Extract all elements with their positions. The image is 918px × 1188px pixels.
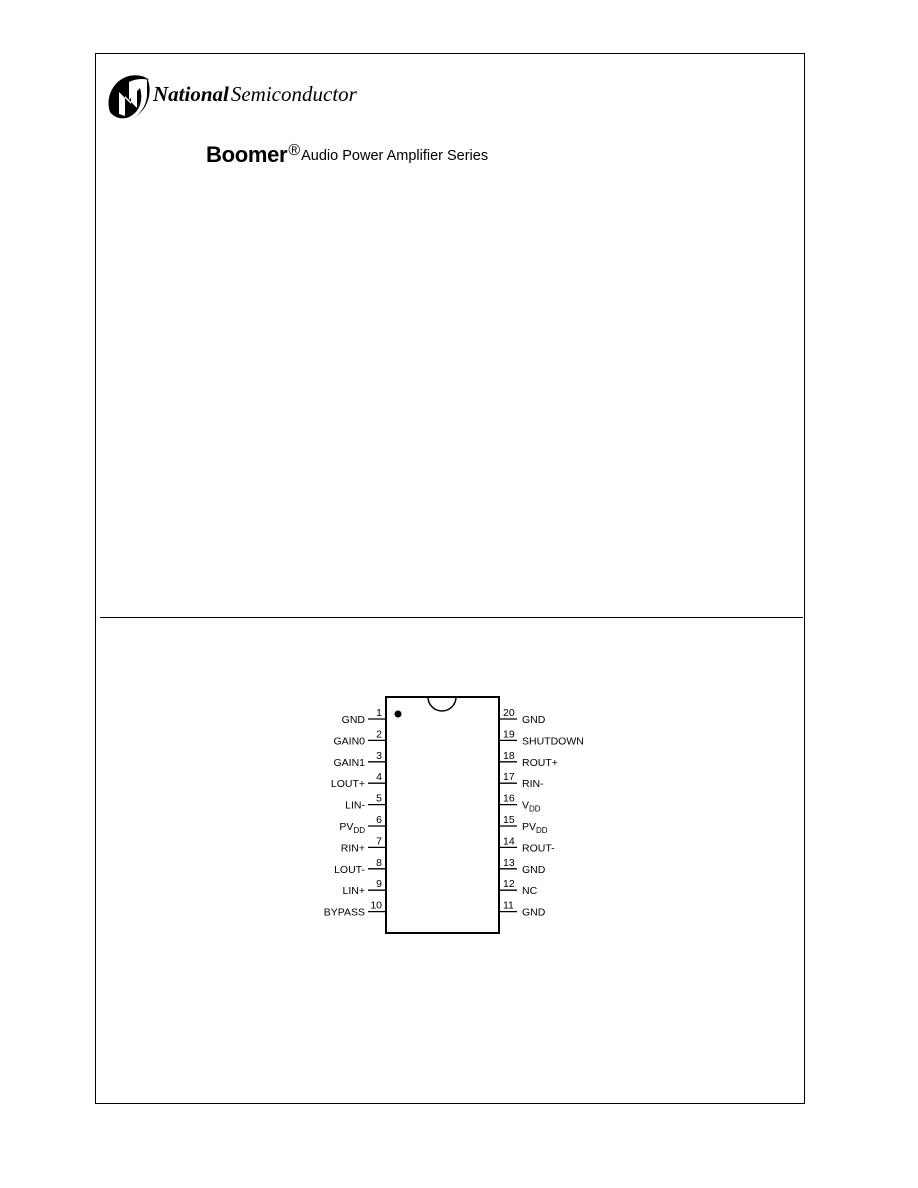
ic-body bbox=[386, 697, 499, 933]
pin-label: $V_{DD}$ bbox=[522, 799, 541, 814]
pin-label: LOUT- bbox=[334, 863, 365, 876]
pin-number: 15 bbox=[503, 814, 515, 826]
pin-number: 13 bbox=[503, 856, 515, 869]
pin-number: 19 bbox=[503, 728, 515, 741]
pin-number: 12 bbox=[503, 878, 515, 891]
pin-number: 2 bbox=[376, 728, 382, 741]
pin-label: BYPASS bbox=[323, 906, 365, 919]
series-description: Audio Power Amplifier Series bbox=[301, 148, 489, 164]
pin-number: 5 bbox=[376, 792, 382, 805]
ic-package-svg bbox=[320, 690, 600, 940]
pin-label: SHUTDOWN bbox=[522, 735, 584, 748]
brand-wordmark bbox=[153, 82, 357, 107]
pin-number: 17 bbox=[503, 771, 515, 784]
company-logo bbox=[107, 70, 427, 122]
pin-number: 6 bbox=[376, 814, 382, 826]
pin-label: LIN- bbox=[345, 799, 365, 812]
pinout-diagram bbox=[320, 690, 600, 940]
brand-bold-text: National bbox=[153, 82, 229, 106]
pin-label: RIN+ bbox=[340, 842, 365, 855]
pin-number: 1 bbox=[376, 707, 382, 719]
pin-number: 3 bbox=[376, 749, 382, 762]
pin-label: GND bbox=[341, 714, 365, 726]
pin-label: $PV_{DD}$ bbox=[339, 821, 365, 835]
pin-label: LOUT+ bbox=[330, 778, 365, 791]
pin-label: GAIN0 bbox=[333, 735, 365, 748]
national-semiconductor-logo-icon bbox=[107, 70, 153, 122]
pin-label: ROUT- bbox=[522, 842, 555, 855]
pin-number: 4 bbox=[376, 771, 382, 784]
brand-regular-text: Semiconductor bbox=[230, 82, 357, 106]
section-divider bbox=[100, 617, 803, 618]
pin-number: 9 bbox=[376, 878, 382, 891]
registered-mark: ® bbox=[288, 142, 301, 159]
series-title bbox=[206, 142, 488, 168]
page-frame bbox=[95, 53, 805, 1104]
series-name: Boomer bbox=[206, 142, 288, 167]
pin-label: RIN- bbox=[522, 778, 544, 791]
pin-number: 8 bbox=[376, 856, 382, 869]
pin-label: LIN+ bbox=[342, 885, 365, 898]
pin-label: GND bbox=[522, 714, 546, 726]
pin-label: GND bbox=[522, 863, 546, 876]
pin-label: GAIN1 bbox=[333, 756, 365, 769]
pin-label: NC bbox=[522, 885, 538, 898]
pin-label: GND bbox=[522, 906, 546, 919]
pin-label: ROUT+ bbox=[522, 756, 558, 769]
pin-number: 16 bbox=[503, 792, 515, 805]
pin-number: 7 bbox=[376, 835, 382, 848]
pin1-dot bbox=[395, 711, 402, 718]
pin-number: 20 bbox=[503, 707, 515, 719]
pin-number: 10 bbox=[370, 899, 382, 912]
pin-number: 14 bbox=[503, 835, 515, 848]
pin-label: $PV_{DD}$ bbox=[522, 821, 548, 835]
pin-number: 18 bbox=[503, 749, 515, 762]
pin-number: 11 bbox=[503, 899, 514, 912]
